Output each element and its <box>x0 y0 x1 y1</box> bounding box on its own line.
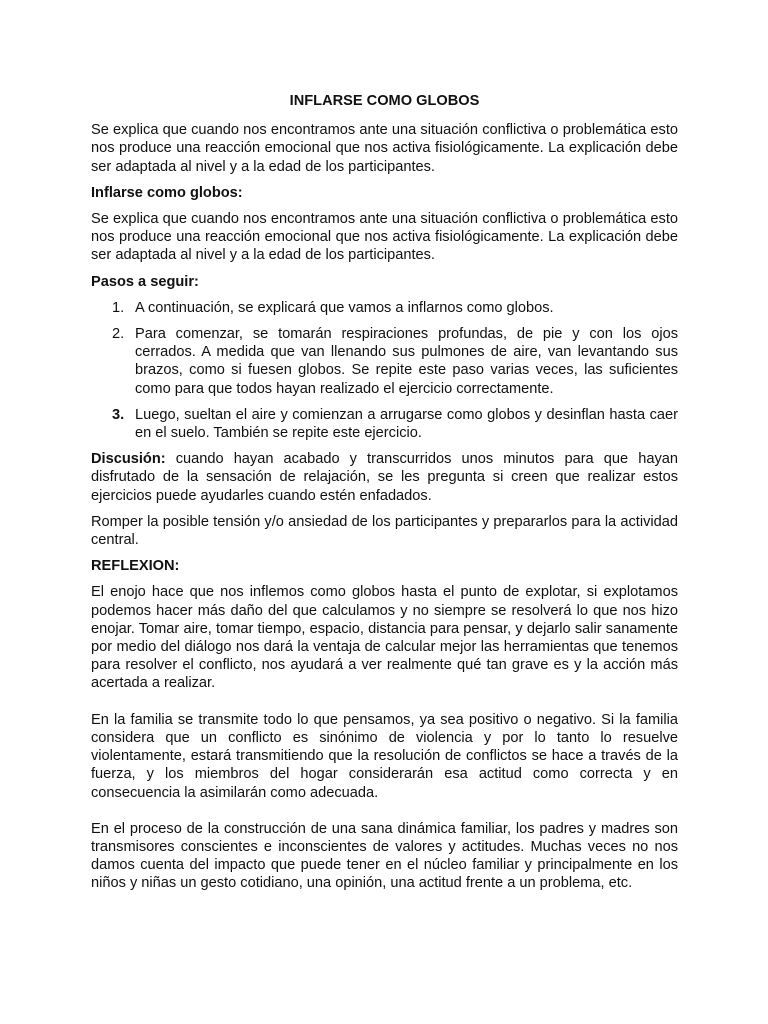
reflection-paragraph-2: En la familia se transmite todo lo que pensamos, ya sea positivo o negativo. Si la familia considera que un conflicto es sinónimo de violencia y por lo tanto lo resuelve violentamente, estará transmitiendo que la resolución de conflictos se hace a través de la fuerza, y los miembros del hogar considerarán esa actitud como correcta y en consecuencia la asimilarán como adecuada. <box>91 711 678 801</box>
intro-paragraph: Se explica que cuando nos encontramos ante una situación conflictiva o problemática esto nos produce una reacción emocional que nos activa fisiológicamente. La explicación debe ser adaptada al nivel y a la edad de los participantes. <box>91 122 678 175</box>
section-paragraph-inflarse: Se explica que cuando nos encontramos ante una situación conflictiva o problemática esto nos produce una reacción emocional que nos activa fisiológicamente. La explicación debe ser adaptada al nivel y a la edad de los participantes. <box>91 211 678 264</box>
list-item-number: 1. <box>112 299 125 316</box>
paragraph-spacer <box>91 701 678 711</box>
paragraph-spacer <box>91 810 678 820</box>
section-heading-inflarse: Inflarse como globos: <box>91 184 243 201</box>
section-heading-reflexion: REFLEXION: <box>91 558 180 575</box>
list-item-number: 3. <box>112 406 125 423</box>
list-item-text: Para comenzar, se tomarán respiraciones profundas, de pie y con los ojos cerrados. A medida que van llenando sus pulmones de aire, van levantando sus brazos, como si fuesen globos. Se repite este paso varias veces, las suficientes como para que todos hayan realizado el ejercicio correctamente. <box>135 326 678 397</box>
list-item-text: Luego, sueltan el aire y comienzan a arrugarse como globos y desinflan hasta caer en el suelo. También se repite este ejercicio. <box>135 406 678 442</box>
discussion-paragraph <box>91 450 678 505</box>
list-item <box>91 325 678 398</box>
discussion-label: Discusión: <box>91 451 166 468</box>
document-page <box>91 92 678 901</box>
list-item <box>91 406 678 442</box>
list-item <box>91 299 678 317</box>
tension-paragraph: Romper la posible tensión y/o ansiedad de los participantes y prepararlos para la actividad central. <box>91 513 678 549</box>
reflection-paragraph-1: El enojo hace que nos inflemos como globos hasta el punto de explotar, si explotamos podemos hacer más daño del que calculamos y no siempre se resolverá lo que nos hizo enojar. Tomar aire, tomar tiempo, espacio, distancia para pensar, y dejarlo salir sanamente por medio del diálogo nos dará la ventaja de calcular mejor las herramientas que tenemos para resolver el conflicto, nos ayudará a ver realmente qué tan grave es y la acción más acertada a realizar. <box>91 584 678 692</box>
reflection-paragraph-3: En el proceso de la construcción de una sana dinámica familiar, los padres y madres son transmisores conscientes e inconscientes de valores y actitudes. Muchas veces no nos damos cuenta del impacto que puede tener en el núcleo familiar y principalmente en los niños y niñas un gesto cotidiano, una opinión, una actitud frente a un problema, etc. <box>91 820 678 892</box>
steps-list <box>91 299 678 442</box>
list-item-text: A continuación, se explicará que vamos a inflarnos como globos. <box>135 299 554 316</box>
list-item-number: 2. <box>112 326 125 343</box>
section-heading-pasos: Pasos a seguir: <box>91 273 199 290</box>
discussion-text: cuando hayan acabado y transcurridos unos minutos para que hayan disfrutado de la sensación de relajación, se les pregunta si creen que realizar estos ejercicios puede ayudarles cuando estén enfadados. <box>91 451 678 504</box>
document-title: INFLARSE COMO GLOBOS <box>289 93 480 109</box>
